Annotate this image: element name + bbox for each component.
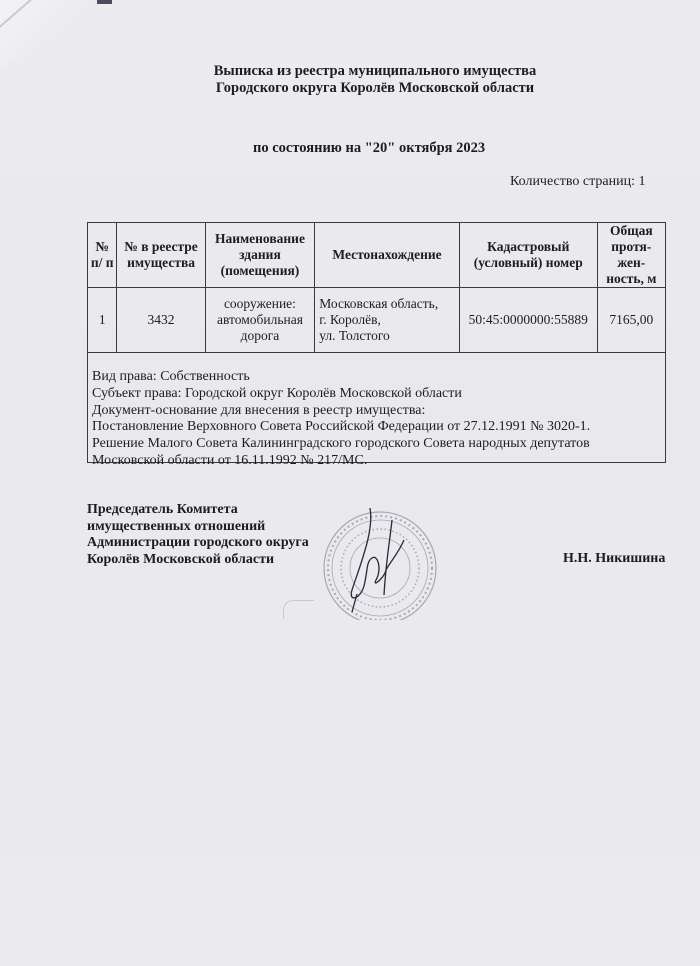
header-registry-number: № в реестре имущества [117,223,205,288]
cell-cadastral-number: 50:45:0000000:55889 [459,288,597,353]
building-name-line: автомобильная [216,312,303,327]
cell-total-length: 7165,00 [597,288,665,353]
header-row-number: № п/ п [88,223,117,288]
seal-stamp-icon [312,500,442,620]
signer-name: Н.Н. Никишина [563,551,666,566]
basis-document-label: Документ-основание для внесения в реестр имущества: [92,402,426,418]
signer-position-line: Королёв Московской области [87,551,275,567]
basis-decision: Решение Малого Совета Калининградского городского Совета народных депутатов [92,436,590,452]
signature-icon [351,508,404,612]
header-total-length: Общая протя- жен- ность, м [597,223,665,288]
basis-decision-cont: Московской области от 16.11.1992 № 217/МС. [92,452,368,468]
registry-table [87,222,666,353]
cell-location [315,288,460,353]
location-line: Московская область, [319,296,439,311]
building-name-line: сооружение: [223,296,296,311]
building-name-line: дорога [240,328,280,343]
right-subject: Субъект права: Городской округ Королёв Московской области [92,385,462,401]
document-title-line2: Городского округа Королёв Московской области [215,80,535,96]
header-cadastral-number: Кадастровый (условный) номер [459,223,597,288]
faint-pen-mark [283,600,314,619]
basis-resolution: Постановление Верховного Совета Российской Федерации от 27.12.1991 № 3020-1. [92,419,591,435]
location-line: г. Королёв, [319,312,381,327]
signer-position-line: имущественных отношений [87,518,266,534]
cell-building-name [205,288,315,353]
location-line: ул. Толстого [319,328,390,343]
rights-notes-box [87,353,666,468]
page-count: Количество страниц: 1 [510,174,646,189]
signer-position [87,502,309,568]
document-title-line1: Выписка из реестра муниципального имущества [213,63,537,79]
table-row [88,288,666,353]
header-building-name: Наименование здания (помещения) [205,223,315,288]
right-type: Вид права: Собственность [92,369,250,384]
signer-position-line: Председатель Комитета [87,502,238,517]
table-header-row [88,223,666,288]
signer-position-line: Администрации городского округа [87,535,309,550]
cell-registry-number: 3432 [117,288,205,353]
as-of-date: по состоянию на "20" октября 2023 [253,140,486,156]
cell-row-number: 1 [88,288,117,353]
header-location: Местонахождение [315,223,460,288]
scan-edge-mark [97,0,112,4]
